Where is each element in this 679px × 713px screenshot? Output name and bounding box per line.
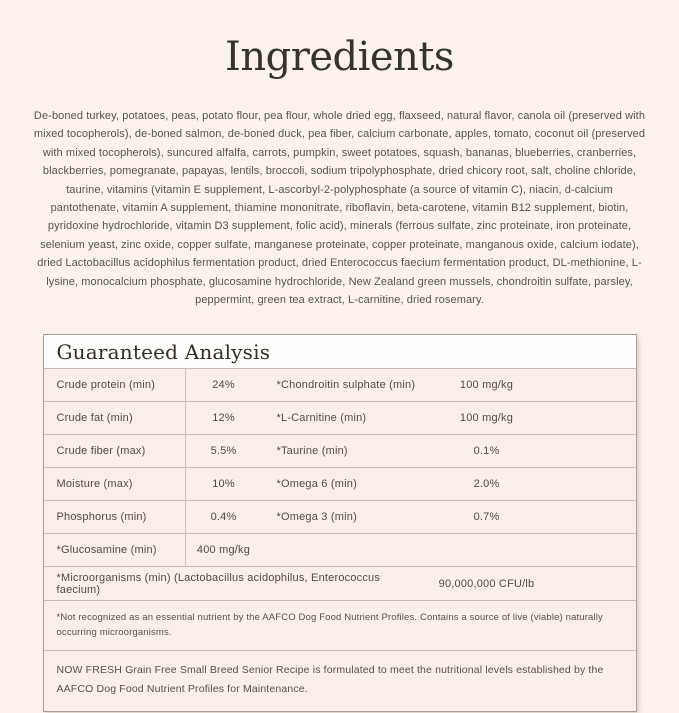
table-row bbox=[44, 500, 636, 533]
nutrient-label: Crude protein (min) bbox=[44, 369, 186, 401]
nutrient-label: *Omega 3 (min) bbox=[276, 511, 357, 524]
nutrient-value: 400 mg/kg bbox=[196, 544, 251, 557]
footnote-formulation-statement: NOW FRESH Grain Free Small Breed Senior Recipe is formulated to meet the nutritional levels established by the AAFCO Dog Food Nutrient Profiles for Maintenance. bbox=[44, 650, 636, 711]
nutrient-label: *L-Carnitine (min) bbox=[276, 412, 367, 425]
table-row bbox=[44, 434, 636, 467]
nutrient-value: 5.5% bbox=[210, 445, 237, 458]
guaranteed-analysis-table bbox=[43, 334, 637, 712]
nutrient-value: 2.0% bbox=[473, 478, 500, 491]
nutrient-value: 90,000,000 CFU/lb bbox=[438, 577, 535, 590]
nutrient-value: 12% bbox=[212, 412, 235, 425]
nutrient-label: *Taurine (min) bbox=[276, 445, 348, 458]
nutrient-label: *Glucosamine (min) bbox=[44, 534, 186, 566]
nutrient-value: 100 mg/kg bbox=[459, 379, 514, 392]
table-row bbox=[44, 467, 636, 500]
table-row bbox=[44, 401, 636, 434]
table-row-glucosamine bbox=[44, 533, 636, 566]
nutrient-label: Moisture (max) bbox=[44, 468, 186, 500]
nutrient-value: 0.7% bbox=[473, 511, 500, 524]
nutrient-label: Crude fiber (max) bbox=[44, 435, 186, 467]
nutrient-label: *Omega 6 (min) bbox=[276, 478, 357, 491]
guaranteed-analysis-heading: Guaranteed Analysis bbox=[44, 335, 636, 368]
nutrient-value: 100 mg/kg bbox=[459, 412, 514, 425]
nutrient-value: 10% bbox=[212, 478, 235, 491]
nutrient-value: 0.1% bbox=[473, 445, 500, 458]
ingredients-paragraph: De-boned turkey, potatoes, peas, potato flour, pea flour, whole dried egg, flaxseed, natural flavor, canola oil (preserved with mixed tocopherols), de-boned salmon, de-boned duck, pea fiber, calcium carbonate, apples, tomato, coconut oil (preserved with mixed tocopherols), suncured alfalfa, carrots, pumpkin, sweet potatoes, squash, bananas, blueberries, cranberries, blackberries, pomegranate, papayas, lentils, broccoli, sodium tripolyphosphate, dried chicory root, salt, choline chloride, taurine, vitamins (vitamin E supplement, L-ascorbyl-2-polyphosphate (a source of vitamin C), niacin, d-calcium pantothenate, vitamin A supplement, thiamine mononitrate, riboflavin, beta-carotene, vitamin B12 supplement, biotin, pyridoxine hydrochloride, vitamin D3 supplement, folic acid), minerals (ferrous sulfate, zinc proteinate, iron proteinate, selenium yeast, zinc oxide, copper sulfate, manganese proteinate, copper proteinate, manganous oxide, calcium iodate), dried Lactobacillus acidophilus fermentation product, dried Enterococcus faecium fermentation product, DL-methionine, L-lysine, monocalcium phosphate, glucosamine hydrochloride, New Zealand green mussels, chondroitin sulfate, parsley, peppermint, green tea extract, L-carnitine, dried rosemary. bbox=[33, 110, 646, 307]
nutrient-label: *Chondroitin sulphate (min) bbox=[276, 379, 416, 392]
table-row bbox=[44, 368, 636, 401]
nutrient-label: *Microorganisms (min) (Lactobacillus acidophilus, Enterococcus faecium) bbox=[56, 571, 381, 596]
nutrient-label: Phosphorus (min) bbox=[44, 501, 186, 533]
nutrient-value: 24% bbox=[212, 379, 235, 392]
page-title: Ingredients bbox=[225, 34, 454, 80]
nutrient-label: Crude fat (min) bbox=[44, 402, 186, 434]
nutrient-value: 0.4% bbox=[210, 511, 237, 524]
table-row-microorganisms bbox=[44, 566, 636, 600]
footnote-aafco-nutrient: *Not recognized as an essential nutrient by the AAFCO Dog Food Nutrient Profiles. Contains a source of live (viable) naturally occurring microorganisms. bbox=[44, 600, 636, 650]
